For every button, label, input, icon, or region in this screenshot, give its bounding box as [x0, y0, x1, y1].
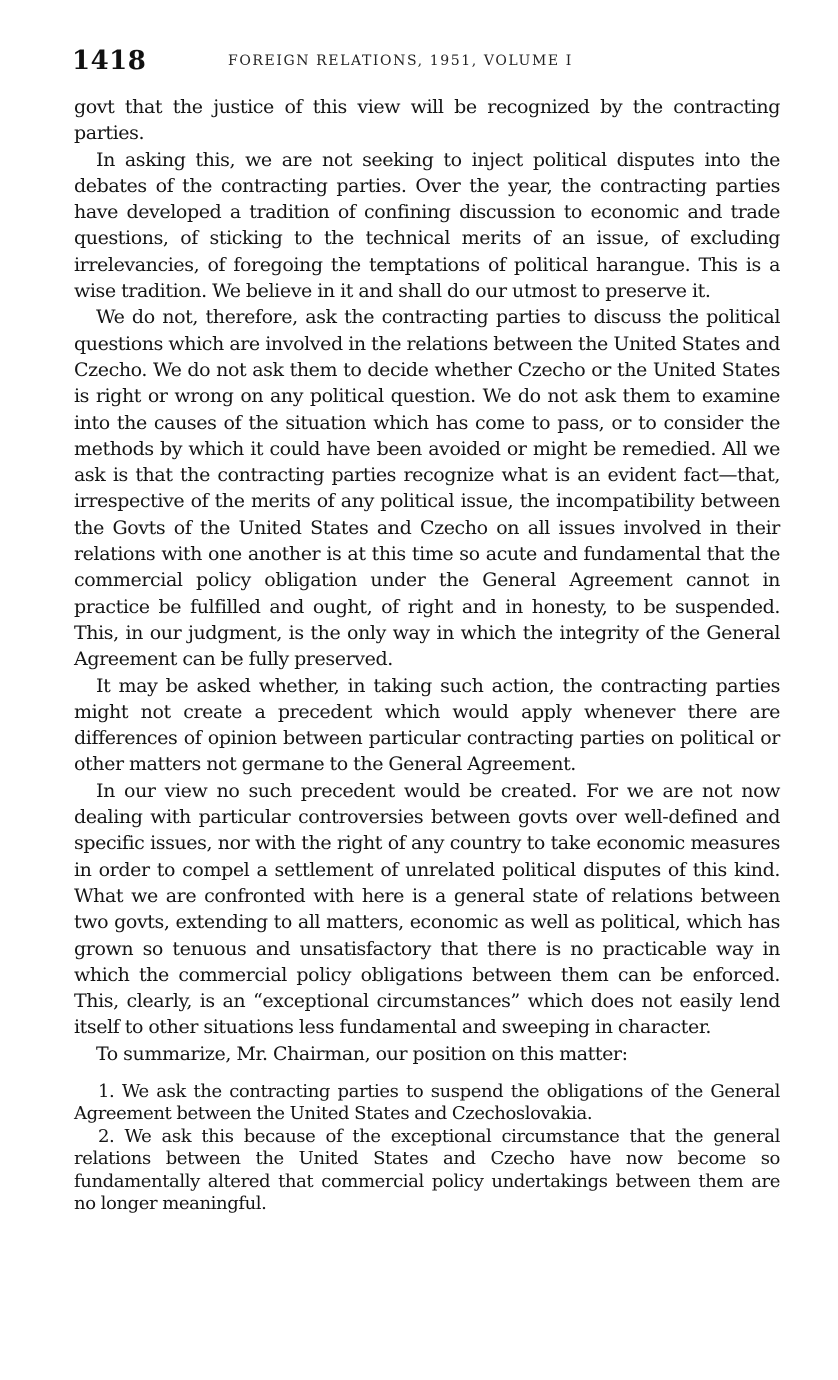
- paragraph-summary-intro: To summarize, Mr. Chairman, our position on this matter:: [96, 1042, 628, 1065]
- paragraph-continuation: govt that the justice of this view will be recognized by the contracting parties.: [74, 96, 780, 145]
- summary-list: [74, 1081, 780, 1216]
- document-page: [74, 46, 780, 1216]
- summary-item: 2. We ask this because of the exceptional circumstance that the general relations between the United States and Czecho have now become so fundamentally altered that commercial policy undertakings between them are no longer meaningful.: [74, 1125, 780, 1215]
- paragraph: We do not, therefore, ask the contracting parties to discuss the political questions which are involved in the relations between the United States and Czecho. We do not ask them to decide whether Czecho or the United States is right or wrong on any political question. We do not ask them to examine into the causes of the situation which has come to pass, or to consider the methods by which it could have been avoided or might be remedied. All we ask is that the contracting parties recognize what is an evident fact—that, irrespective of the merits of any political issue, the incompatibility between the Govts of the United States and Czecho on all issues involved in their relations with one another is at this time so acute and fundamental that the commercial policy obligation under the General Agreement cannot in practice be fulfilled and ought, of right and in honesty, to be suspended. This, in our judgment, is the only way in which the integrity of the General Agreement can be fully preserved.: [74, 306, 780, 671]
- summary-item: 1. We ask the contracting parties to suspend the obligations of the General Agreement between the United States and Czechoslovakia.: [74, 1080, 780, 1125]
- running-title: FOREIGN RELATIONS, 1951, VOLUME I: [228, 53, 573, 69]
- paragraph: It may be asked whether, in taking such action, the contracting parties might not create a precedent which would apply whenever there are differences of opinion between particular contracting parties on political or other matters not germane to the General Agreement.: [74, 674, 780, 776]
- running-header: [74, 46, 780, 80]
- body-text: [74, 94, 780, 1216]
- paragraph: In our view no such precedent would be created. For we are not now dealing with particular controversies between govts over well-defined and specific issues, nor with the right of any country to take economic measures in order to compel a settlement of unrelated political disputes of this kind. What we are confronted with here is a general state of relations between two govts, extending to all matters, economic as well as political, which has grown so tenuous and unsatisfactory that there is no practicable way in which the commercial policy obligations between them can be enforced. This, clearly, is an “exceptional circumstances” which does not easily lend itself to other situations less fundamental and sweeping in character.: [74, 779, 780, 1039]
- page-number: 1418: [72, 46, 147, 76]
- paragraph: In asking this, we are not seeking to inject political disputes into the debates of the contracting parties. Over the year, the contracting parties have developed a tradition of confining discussion to economic and trade questions, of sticking to the technical merits of an issue, of excluding irrelevancies, of foregoing the temptations of political harangue. This is a wise tradition. We believe in it and shall do our utmost to preserve it.: [74, 148, 780, 303]
